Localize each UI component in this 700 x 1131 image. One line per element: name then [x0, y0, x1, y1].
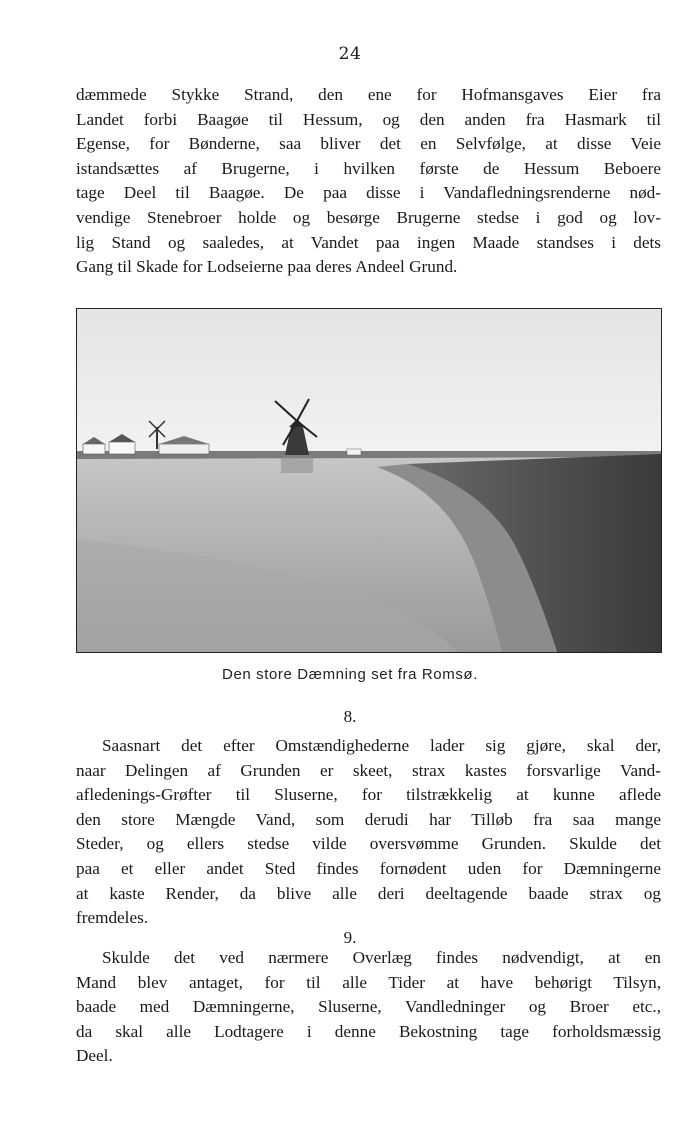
section-9-text — [76, 946, 661, 1069]
text-line: fremdeles. — [76, 908, 149, 928]
text-line: baade med Dæmningerne, Sluserne, Vandledninger og Broer etc., — [76, 997, 661, 1017]
sky — [77, 309, 661, 454]
text-line: Steder, og ellers stedse vilde oversvømme Grunden. Skulde det — [76, 834, 661, 854]
section-8-text — [76, 734, 661, 931]
text-line: lig Stand og saaledes, at Vandet paa ingen Maade standses i dets — [76, 232, 661, 252]
text-line: at kaste Render, da blive alle deri deeltagende baade strax og — [76, 883, 661, 903]
landscape-photo — [76, 308, 662, 653]
page-number: 24 — [338, 44, 362, 64]
text-line: paa et eller andet Sted findes fornødent uden for Dæmningerne — [76, 858, 661, 878]
text-line: Deel. — [76, 1046, 113, 1066]
text-line: naar Delingen af Grunden er skeet, strax kastes forsvarlige Vand- — [76, 760, 661, 780]
text-line: vendige Stenebroer holde og besørge Brugerne stedse i god og lov- — [76, 207, 661, 227]
text-line: Egense, for Bønderne, saa bliver det en Selvfølge, at disse Veie — [76, 134, 661, 154]
text-line: Saasnart det efter Omstændighederne lader sig gjøre, skal der, — [102, 736, 661, 755]
text-line: istandsættes af Brugerne, i hvilken første de Hessum Beboere — [76, 158, 661, 178]
text-line: Mand blev antaget, for til alle Tider at have behørigt Tilsyn, — [76, 972, 661, 992]
text-line: Landet forbi Baagøe til Hessum, og den anden fra Hasmark til — [76, 109, 661, 129]
text-line: afledenings-Grøfter til Sluserne, for tilstrækkelig at kunne aflede — [76, 785, 661, 805]
text-line: den store Mængde Vand, som derudi har Tilløb fra saa mange — [76, 809, 661, 829]
text-line: da skal alle Lodtagere i denne Bekostning tage forholdsmæssig — [76, 1021, 661, 1041]
text-line: dæmmede Stykke Strand, den ene for Hofmansgaves Eier fra — [76, 85, 661, 104]
text-line: Gang til Skade for Lodseierne paa deres Andeel Grund. — [76, 257, 458, 277]
photo-illustration — [77, 309, 661, 652]
section-number-8: 8. — [343, 707, 357, 726]
section-number-9: 9. — [343, 928, 357, 947]
paragraph-top — [76, 83, 661, 280]
distant-house — [347, 449, 361, 455]
text-line: Skulde det ved nærmere Overlæg findes nødvendigt, at en — [102, 948, 661, 967]
photo-caption: Den store Dæmning set fra Romsø. — [222, 666, 478, 683]
text-line: tage Deel til Baagøe. De paa disse i Vandafledningsrenderne nød- — [76, 183, 661, 203]
